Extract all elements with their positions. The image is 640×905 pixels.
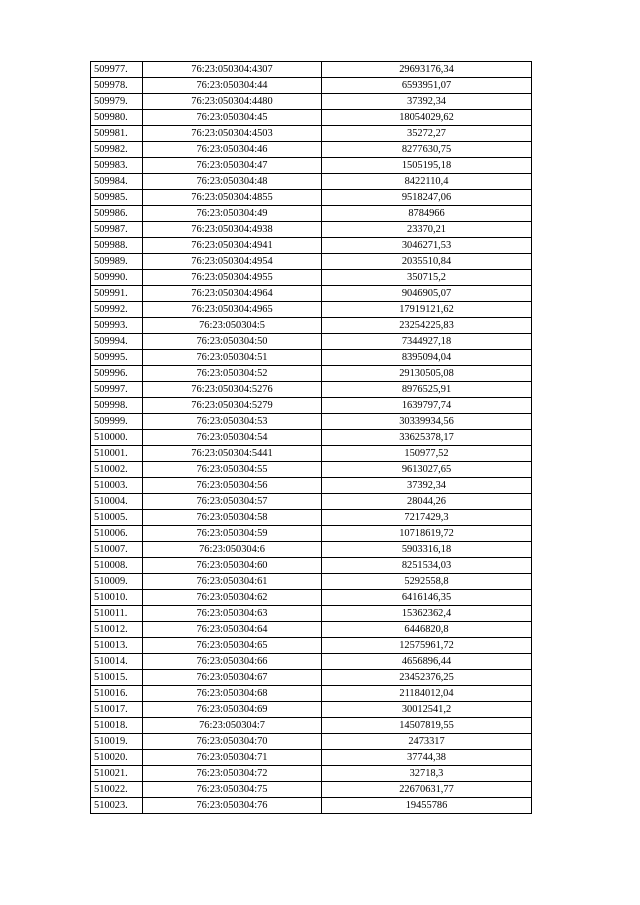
table-row [91,606,532,622]
cadastral-number-cell: 76:23:050304:67 [143,670,322,686]
cadastral-value-cell: 6593951,07 [322,78,532,94]
cadastral-number-cell: 76:23:050304:63 [143,606,322,622]
row-number-cell: 509983. [91,158,143,174]
cadastral-number-cell: 76:23:050304:4941 [143,238,322,254]
cadastral-number-cell: 76:23:050304:65 [143,638,322,654]
cadastral-number-cell: 76:23:050304:56 [143,478,322,494]
row-number-cell: 509992. [91,302,143,318]
row-number-cell: 510011. [91,606,143,622]
cadastral-value-cell: 6416146,35 [322,590,532,606]
cadastral-value-table [90,61,532,814]
cadastral-value-cell: 37744,38 [322,750,532,766]
table-row [91,62,532,78]
cadastral-value-cell: 1505195,18 [322,158,532,174]
row-number-cell: 510020. [91,750,143,766]
cadastral-number-cell: 76:23:050304:55 [143,462,322,478]
table-row [91,190,532,206]
table-row [91,670,532,686]
cadastral-value-cell: 32718,3 [322,766,532,782]
cadastral-value-cell: 8422110,4 [322,174,532,190]
row-number-cell: 509997. [91,382,143,398]
row-number-cell: 510016. [91,686,143,702]
cadastral-number-cell: 76:23:050304:70 [143,734,322,750]
cadastral-number-cell: 76:23:050304:4480 [143,94,322,110]
cadastral-value-cell: 6446820,8 [322,622,532,638]
cadastral-value-cell: 5292558,8 [322,574,532,590]
table-row [91,718,532,734]
row-number-cell: 509981. [91,126,143,142]
table-row [91,126,532,142]
cadastral-number-cell: 76:23:050304:64 [143,622,322,638]
table-row [91,638,532,654]
row-number-cell: 509995. [91,350,143,366]
table-row [91,510,532,526]
cadastral-number-cell: 76:23:050304:4965 [143,302,322,318]
table-row [91,574,532,590]
cadastral-value-cell: 19455786 [322,798,532,814]
row-number-cell: 509991. [91,286,143,302]
cadastral-number-cell: 76:23:050304:45 [143,110,322,126]
row-number-cell: 510014. [91,654,143,670]
cadastral-number-cell: 76:23:050304:57 [143,494,322,510]
cadastral-number-cell: 76:23:050304:59 [143,526,322,542]
cadastral-number-cell: 76:23:050304:61 [143,574,322,590]
table-row [91,334,532,350]
table-row [91,270,532,286]
cadastral-value-cell: 22670631,77 [322,782,532,798]
cadastral-number-cell: 76:23:050304:76 [143,798,322,814]
cadastral-number-cell: 76:23:050304:48 [143,174,322,190]
cadastral-value-cell: 5903316,18 [322,542,532,558]
row-number-cell: 510012. [91,622,143,638]
cadastral-value-cell: 8976525,91 [322,382,532,398]
cadastral-value-cell: 9613027,65 [322,462,532,478]
cadastral-number-cell: 76:23:050304:4855 [143,190,322,206]
cadastral-number-cell: 76:23:050304:4938 [143,222,322,238]
row-number-cell: 509990. [91,270,143,286]
cadastral-value-cell: 7217429,3 [322,510,532,526]
row-number-cell: 509999. [91,414,143,430]
table-row [91,398,532,414]
cadastral-value-cell: 35272,27 [322,126,532,142]
row-number-cell: 510019. [91,734,143,750]
table-row [91,478,532,494]
cadastral-number-cell: 76:23:050304:75 [143,782,322,798]
cadastral-value-cell: 8784966 [322,206,532,222]
row-number-cell: 509996. [91,366,143,382]
row-number-cell: 509994. [91,334,143,350]
cadastral-number-cell: 76:23:050304:5441 [143,446,322,462]
table-row [91,526,532,542]
cadastral-value-cell: 23254225,83 [322,318,532,334]
row-number-cell: 509993. [91,318,143,334]
row-number-cell: 510008. [91,558,143,574]
row-number-cell: 509980. [91,110,143,126]
cadastral-value-cell: 8277630,75 [322,142,532,158]
row-number-cell: 510013. [91,638,143,654]
row-number-cell: 510015. [91,670,143,686]
row-number-cell: 509978. [91,78,143,94]
table-row [91,174,532,190]
cadastral-number-cell: 76:23:050304:68 [143,686,322,702]
cadastral-value-cell: 2035510,84 [322,254,532,270]
row-number-cell: 509985. [91,190,143,206]
row-number-cell: 509977. [91,62,143,78]
row-number-cell: 509979. [91,94,143,110]
table-row [91,366,532,382]
table-row [91,142,532,158]
table-row [91,382,532,398]
table-row [91,254,532,270]
cadastral-value-cell: 29693176,34 [322,62,532,78]
table-row [91,782,532,798]
table-row [91,702,532,718]
cadastral-number-cell: 76:23:050304:53 [143,414,322,430]
cadastral-number-cell: 76:23:050304:5 [143,318,322,334]
cadastral-value-cell: 12575961,72 [322,638,532,654]
table-row [91,750,532,766]
cadastral-value-cell: 23452376,25 [322,670,532,686]
row-number-cell: 510018. [91,718,143,734]
row-number-cell: 510004. [91,494,143,510]
cadastral-value-cell: 150977,52 [322,446,532,462]
cadastral-number-cell: 76:23:050304:4307 [143,62,322,78]
cadastral-value-cell: 23370,21 [322,222,532,238]
cadastral-value-cell: 8251534,03 [322,558,532,574]
table-row [91,414,532,430]
table-row [91,654,532,670]
cadastral-number-cell: 76:23:050304:4955 [143,270,322,286]
row-number-cell: 509986. [91,206,143,222]
cadastral-number-cell: 76:23:050304:52 [143,366,322,382]
cadastral-value-cell: 15362362,4 [322,606,532,622]
row-number-cell: 510000. [91,430,143,446]
row-number-cell: 510009. [91,574,143,590]
table-row [91,158,532,174]
cadastral-value-cell: 18054029,62 [322,110,532,126]
row-number-cell: 510006. [91,526,143,542]
row-number-cell: 510022. [91,782,143,798]
row-number-cell: 510010. [91,590,143,606]
table-row [91,302,532,318]
cadastral-value-cell: 37392,34 [322,478,532,494]
row-number-cell: 509982. [91,142,143,158]
cadastral-number-cell: 76:23:050304:4954 [143,254,322,270]
row-number-cell: 510002. [91,462,143,478]
cadastral-value-cell: 30012541,2 [322,702,532,718]
table-row [91,798,532,814]
table-row [91,734,532,750]
row-number-cell: 509988. [91,238,143,254]
cadastral-value-cell: 33625378,17 [322,430,532,446]
cadastral-value-cell: 3046271,53 [322,238,532,254]
table-row [91,286,532,302]
table-row [91,462,532,478]
cadastral-value-cell: 14507819,55 [322,718,532,734]
cadastral-number-cell: 76:23:050304:58 [143,510,322,526]
table-row [91,238,532,254]
table-row [91,542,532,558]
cadastral-number-cell: 76:23:050304:7 [143,718,322,734]
row-number-cell: 510021. [91,766,143,782]
table-body [91,62,532,814]
table-row [91,494,532,510]
table-row [91,590,532,606]
cadastral-value-cell: 9046905,07 [322,286,532,302]
cadastral-value-cell: 7344927,18 [322,334,532,350]
table-row [91,350,532,366]
cadastral-value-cell: 21184012,04 [322,686,532,702]
row-number-cell: 510017. [91,702,143,718]
cadastral-number-cell: 76:23:050304:62 [143,590,322,606]
row-number-cell: 510005. [91,510,143,526]
table-row [91,206,532,222]
table-row [91,446,532,462]
row-number-cell: 509987. [91,222,143,238]
cadastral-number-cell: 76:23:050304:54 [143,430,322,446]
row-number-cell: 510003. [91,478,143,494]
cadastral-value-cell: 17919121,62 [322,302,532,318]
cadastral-number-cell: 76:23:050304:44 [143,78,322,94]
cadastral-value-cell: 10718619,72 [322,526,532,542]
cadastral-value-cell: 4656896,44 [322,654,532,670]
table-row [91,110,532,126]
cadastral-value-cell: 28044,26 [322,494,532,510]
table-row [91,766,532,782]
row-number-cell: 509984. [91,174,143,190]
table-row [91,94,532,110]
table-row [91,318,532,334]
row-number-cell: 510007. [91,542,143,558]
table-row [91,558,532,574]
cadastral-number-cell: 76:23:050304:4964 [143,286,322,302]
cadastral-number-cell: 76:23:050304:71 [143,750,322,766]
row-number-cell: 509989. [91,254,143,270]
cadastral-number-cell: 76:23:050304:69 [143,702,322,718]
cadastral-number-cell: 76:23:050304:6 [143,542,322,558]
cadastral-number-cell: 76:23:050304:72 [143,766,322,782]
cadastral-value-cell: 1639797,74 [322,398,532,414]
cadastral-number-cell: 76:23:050304:5276 [143,382,322,398]
cadastral-number-cell: 76:23:050304:46 [143,142,322,158]
cadastral-number-cell: 76:23:050304:60 [143,558,322,574]
cadastral-number-cell: 76:23:050304:47 [143,158,322,174]
row-number-cell: 510023. [91,798,143,814]
cadastral-number-cell: 76:23:050304:50 [143,334,322,350]
cadastral-value-cell: 29130505,08 [322,366,532,382]
cadastral-value-cell: 37392,34 [322,94,532,110]
table-row [91,622,532,638]
table-row [91,686,532,702]
cadastral-value-cell: 9518247,06 [322,190,532,206]
cadastral-number-cell: 76:23:050304:66 [143,654,322,670]
cadastral-value-cell: 30339934,56 [322,414,532,430]
cadastral-number-cell: 76:23:050304:5279 [143,398,322,414]
table-row [91,430,532,446]
table-row [91,222,532,238]
cadastral-value-cell: 8395094,04 [322,350,532,366]
cadastral-value-cell: 350715,2 [322,270,532,286]
table-row [91,78,532,94]
cadastral-number-cell: 76:23:050304:51 [143,350,322,366]
row-number-cell: 509998. [91,398,143,414]
row-number-cell: 510001. [91,446,143,462]
cadastral-value-cell: 2473317 [322,734,532,750]
cadastral-number-cell: 76:23:050304:49 [143,206,322,222]
cadastral-number-cell: 76:23:050304:4503 [143,126,322,142]
